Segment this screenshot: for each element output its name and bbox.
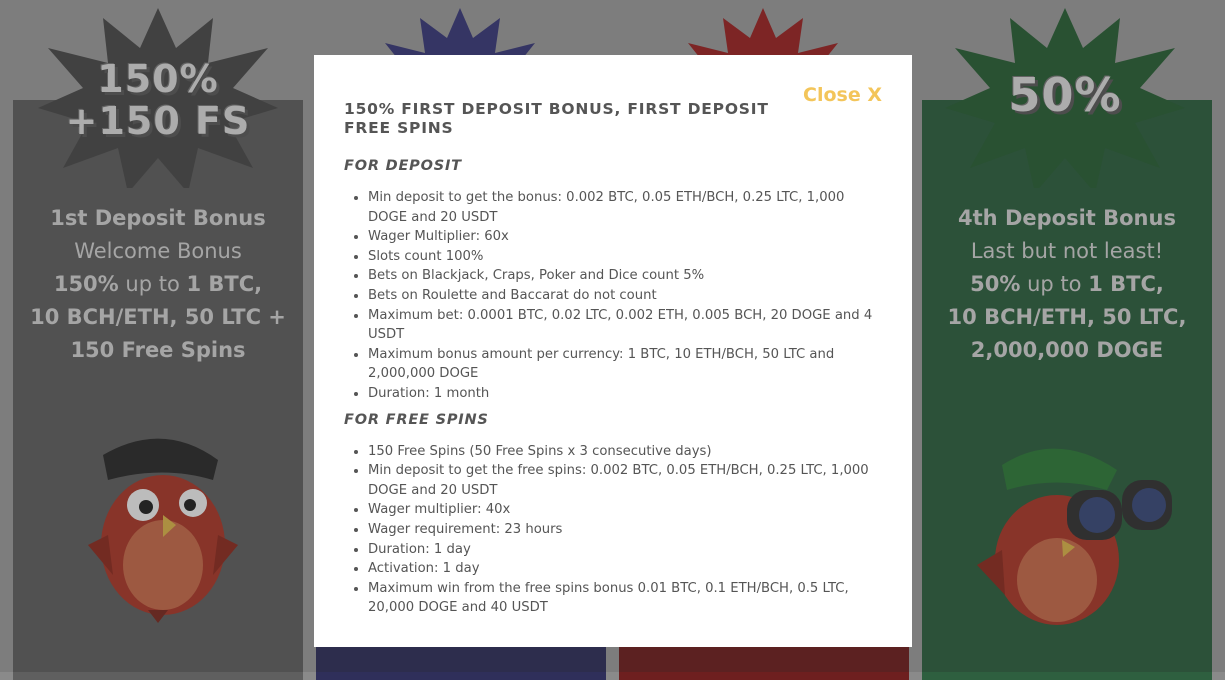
list-item: • Bets on Roulette and Baccarat do not count [368, 286, 882, 306]
card-title: 4th Deposit Bonus [958, 206, 1176, 230]
list-item: • 150 Free Spins (50 Free Spins x 3 consecutive days) [368, 442, 882, 462]
list-item: • Min deposit to get the bonus: 0.002 BTC, 0.05 ETH/BCH, 0.25 LTC, 1,000 DOGE and 20 USDT [368, 188, 882, 227]
card-subtitle: Welcome Bonus [74, 239, 242, 263]
deposit-terms-list [344, 188, 882, 404]
close-button[interactable]: Close X [803, 84, 882, 106]
offer-mid: up to [1027, 272, 1082, 296]
card-offer-line2: 10 BCH/ETH, 50 LTC + [30, 305, 286, 329]
list-item: • Wager multiplier: 40x [368, 500, 882, 520]
list-item: • Duration: 1 day [368, 540, 882, 560]
burst-line1: 50% [1008, 68, 1122, 122]
list-item: • Maximum win from the free spins bonus 0.01 BTC, 0.1 ETH/BCH, 0.5 LTC, 20,000 DOGE and 40 USDT [368, 579, 882, 618]
card-offer-line3: 2,000,000 DOGE [970, 338, 1164, 362]
burst-line1: 150% [97, 57, 219, 101]
list-item: • Wager Multiplier: 60x [368, 227, 882, 247]
list-item: • Bets on Blackjack, Craps, Poker and Dice count 5% [368, 266, 882, 286]
list-item: • Maximum bet: 0.0001 BTC, 0.02 LTC, 0.002 ETH, 0.005 BCH, 20 DOGE and 4 USDT [368, 306, 882, 345]
modal-title: 150% FIRST DEPOSIT BONUS, FIRST DEPOSIT FREE SPINS [344, 100, 769, 137]
card-offer-line2: 10 BCH/ETH, 50 LTC, [947, 305, 1187, 329]
list-item: • Slots count 100% [368, 247, 882, 267]
offer-percent: 50% [970, 272, 1021, 296]
card-offer-line3: 150 Free Spins [70, 338, 246, 362]
section-deposit-title: FOR DEPOSIT [344, 158, 462, 174]
list-item: • Min deposit to get the free spins: 0.002 BTC, 0.05 ETH/BCH, 0.25 LTC, 1,000 DOGE and 20 USDT [368, 461, 882, 500]
card-title: 1st Deposit Bonus [50, 206, 266, 230]
section-free-spins-title: FOR FREE SPINS [344, 411, 489, 428]
burst-line2: +150 FS [65, 99, 251, 143]
list-item: • Wager requirement: 23 hours [368, 520, 882, 540]
card-subtitle: Last but not least! [970, 239, 1164, 263]
list-item: • Duration: 1 month [368, 384, 882, 404]
offer-mid: up to [125, 272, 180, 296]
list-item: • Activation: 1 day [368, 559, 882, 579]
bonus-details-modal [314, 55, 912, 647]
offer-amount: 1 BTC, [186, 272, 263, 296]
list-item: • Maximum bonus amount per currency: 1 BTC, 10 ETH/BCH, 50 LTC and 2,000,000 DOGE [368, 345, 882, 384]
offer-amount: 1 BTC, [1088, 272, 1164, 296]
offer-percent: 150% [53, 272, 119, 296]
free-spins-terms-list [344, 442, 882, 618]
